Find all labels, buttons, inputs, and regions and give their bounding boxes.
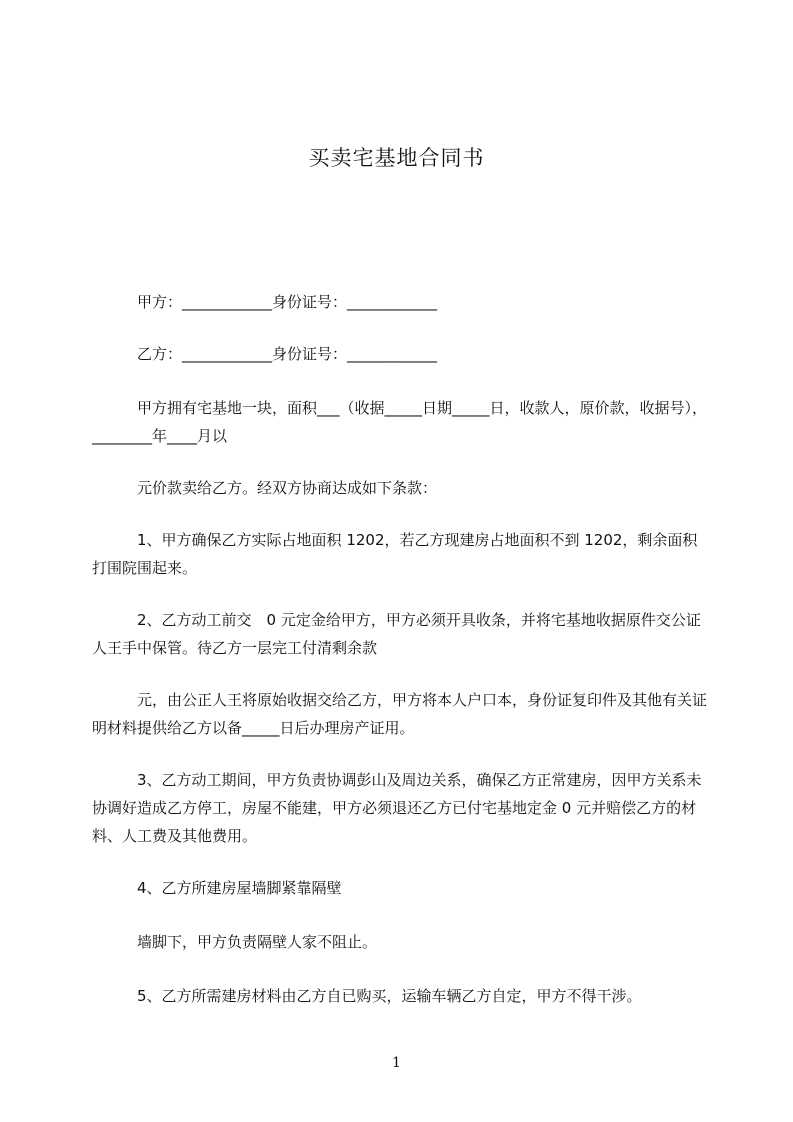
clause-2: 2、乙方动工前交 0 元定金给甲方，甲方必须开具收条，并将宅基地收据原件交公证人王手中保管。待乙方一层完工付清剩余款 xyxy=(92,611,701,657)
clause-5: 5、乙方所需建房材料由乙方自已购买，运输车辆乙方自定，甲方不得干涉。 xyxy=(137,987,642,1005)
clause-3: 3、乙方动工期间，甲方负责协调彭山及周边关系，确保乙方正常建房，因甲方关系未协调好造成乙方停工，房屋不能建，甲方必须退还乙方已付宅基地定金 0 元并赔偿乙方的材料、人工费及其他费用。 xyxy=(92,771,702,845)
paragraph-land-description: 甲方拥有宅基地一块，面积___（收据_____日期_____日，收款人，原价款，收据号），________年____月以 xyxy=(92,399,708,445)
page-number: 1 xyxy=(392,1055,401,1071)
party-b-line: 乙方：____________身份证号：____________ xyxy=(137,345,438,363)
clause-1: 1、甲方确保乙方实际占地面积 1202，若乙方现建房占地面积不到 1202，剩余面积打围院围起来。 xyxy=(92,531,698,577)
paragraph-price-intro: 元价款卖给乙方。经双方协商达成如下条款： xyxy=(137,479,438,497)
document-title: 买卖宅基地合同书 xyxy=(308,146,485,170)
clause-4: 4、乙方所建房屋墙脚紧靠隔壁 xyxy=(137,879,342,897)
party-a-line: 甲方：____________身份证号：____________ xyxy=(137,293,438,311)
clause-4-continued: 墙脚下，甲方负责隔壁人家不阻止。 xyxy=(137,933,378,951)
clause-2-continued: 元，由公正人王将原始收据交给乙方，甲方将本人户口本，身份证复印件及其他有关证明材料提供给乙方以备_____日后办理房产证用。 xyxy=(92,691,708,737)
